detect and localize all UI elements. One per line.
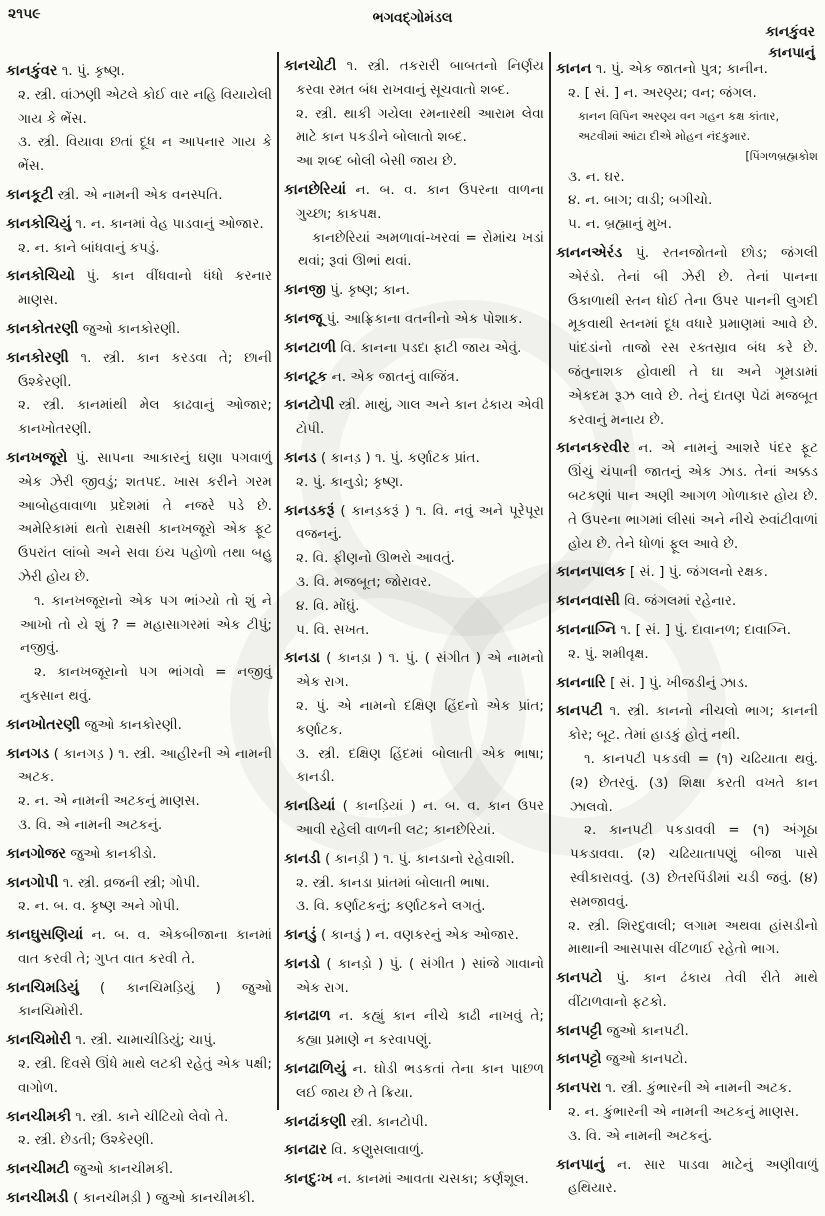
entry-first-line	[556, 561, 818, 585]
dictionary-entry	[6, 714, 272, 738]
entry-first-line	[284, 795, 544, 843]
entry-idiom: ૧. કાનપટી પકડવી = (૧) ચઢિયાતા થવું. (૨) છેતરવું. (૩) શિક્ષા કરતી વખતે કાન ઝાલવો.	[570, 750, 818, 815]
entry-headword: કાનડકરૂં	[284, 502, 335, 519]
entry-definition: વિ. કાનના પડદા ફાટી જાય એવું.	[340, 339, 522, 356]
entry-first-line	[284, 924, 544, 948]
entry-definition: ( કાનડ઼ા ) ૧. પું. ( સંગીત ) એ નામનો એક રાગ.	[296, 650, 544, 691]
entry-definition: ૧. સ્ત્રી. તકરારી બાબતનો નિર્ણય કરવા રમત બંધ રાખવાનું સૂચવાતો શબ્દ.	[296, 58, 544, 98]
entry-sense: ૨. પું. એ નામનો દક્ષિણ હિંદનો એક પ્રાંત; કર્ણાટક.	[296, 697, 544, 738]
entry-sense: ૨. પું. કાનુડો; કૃષ્ણ.	[296, 473, 404, 490]
entry-headword: કાનજી	[284, 282, 326, 299]
dictionary-entry	[6, 60, 272, 179]
entry-headword: કાનપટો	[556, 970, 603, 987]
entry-sense: ૪. ન. બાગ; વાડી; બગીચો.	[568, 192, 713, 209]
entry-definition: ૧. સ્ત્રી. કાન કરડવા તે; છાની ઉશ્કેરણી.	[18, 349, 272, 390]
entry-headword: કાનકુંવર	[6, 63, 58, 79]
entry-headword: કાનખજૂરો	[6, 449, 68, 466]
entry-first-line	[556, 967, 818, 1015]
entry-definition: ન. કાનમાં આવતા ચસકા; કર્ણશૂલ.	[337, 1171, 529, 1188]
entry-headword: કાનકોતરણી	[6, 320, 79, 337]
entry-headword: કાનન	[556, 61, 592, 77]
entry-definition: જુઓ કાનચીમકી.	[73, 1161, 174, 1178]
entry-headword: કાનડ	[284, 449, 317, 466]
entry-sense: ૫. વિ. સખત.	[296, 621, 370, 638]
dictionary-entry	[284, 1139, 544, 1163]
entry-definition: ( કાનગડ઼ ) ૧. સ્ત્રી. આહીરની એ નામની અટક.	[18, 745, 272, 786]
entry-definition: ૧. સ્ત્રી. વ્રજની સ્ત્રી; ગોપી.	[62, 874, 201, 891]
entry-sense: ૩. સ્ત્રી. વિયાવા છતાં દૂધ ન આપનાર ગાય કે ભેંસ.	[18, 134, 272, 175]
entry-sense: ૩. સ્ત્રી. દક્ષિણ હિંદમાં બોલાતી એક ભાષા; કાનડી.	[296, 745, 544, 786]
entry-definition: જુઓ કાનકીડો.	[70, 845, 157, 862]
entry-definition: જુઓ કાનપટી.	[606, 1022, 689, 1039]
entry-sense: ૩. વિ. એ નામની અટકનું.	[18, 816, 163, 833]
entry-definition: ૧. પું. કૃષ્ણ.	[61, 63, 125, 79]
entry-first-line	[6, 213, 272, 237]
entry-definition: ન. ઘોડી ભડકતાં તેના કાન પાછળ લઈ જાય છે તે ક્રિયા.	[296, 1061, 544, 1101]
entry-sense: ૩. વિ. એ નામની અટકનું.	[568, 1127, 713, 1144]
entry-first-line	[284, 500, 544, 548]
entry-headword: કાનગોપી	[6, 874, 59, 891]
entry-first-line	[284, 647, 544, 695]
dictionary-entry	[556, 1048, 818, 1072]
entry-headword: કાનનકરવીર	[556, 440, 630, 457]
entry-definition: ( કાનડ઼ું ) ન. વણકરનું એક ઓજાર.	[320, 927, 519, 944]
dictionary-entry	[556, 1154, 818, 1202]
entry-definition: જુઓ કાનપટો.	[605, 1051, 688, 1068]
entry-headword: કાનદુઃખ	[284, 1171, 333, 1188]
entry-definition: સ્ત્રી. માથું, ગાલ અને કાન ઢંકાય એવી ટોપી.	[296, 397, 544, 438]
dictionary-entry	[6, 447, 272, 709]
entry-sense: ૩. વિ. મજબૂત; જોરાવર.	[296, 573, 432, 590]
entry-first-line	[6, 743, 272, 791]
page-number: ૨૧૫૯	[8, 6, 41, 22]
entry-definition: સ્ત્રી. કાનટોપી.	[350, 1113, 429, 1130]
entry-sense: ૨. વિ. ફીણનો ઊભરો આવતું.	[296, 550, 455, 567]
entry-headword: કાનઢાંકણી	[284, 1113, 347, 1130]
dictionary-entry	[556, 58, 818, 237]
dictionary-entry	[284, 500, 544, 643]
entry-first-line	[6, 447, 272, 590]
entry-headword: કાનકોચિયો	[6, 268, 75, 285]
entry-definition: ન. કહ્યું કાન નીચે કાઢી નાખવું તે; કહ્યા પ્રમાણે ન કરવાપણું.	[296, 1008, 544, 1049]
dictionary-entry	[6, 872, 272, 920]
entry-definition: પું. કૃષ્ણ; કાન.	[330, 282, 410, 299]
dictionary-entry	[556, 700, 818, 962]
entry-headword: કાનડિયાં	[284, 798, 336, 815]
entry-first-line	[6, 184, 272, 208]
entry-definition: ( કાનડ઼ ) ૧. પું. કર્ણાટક પ્રાંત.	[320, 449, 480, 466]
dictionary-entry	[556, 1020, 818, 1044]
entry-first-line	[556, 590, 818, 614]
entry-headword: કાનનાગ્નિ	[556, 621, 616, 638]
dictionary-entry	[6, 184, 272, 208]
entry-first-line	[6, 924, 272, 972]
entry-definition: જુઓ કાનકોરણી.	[82, 320, 181, 337]
entry-first-line	[284, 1058, 544, 1106]
entry-definition: ન. સાર પાડવા માટેનું અણીવાળું હથિયાર.	[568, 1156, 818, 1197]
entry-first-line	[6, 843, 272, 867]
entry-headword: કાનપટ્ટી	[556, 1022, 603, 1039]
dictionary-entry	[284, 848, 544, 919]
entry-headword: કાનપટ્ટો	[556, 1051, 602, 1068]
dictionary-entry	[556, 437, 818, 556]
entry-definition: ૧. સ્ત્રી. કાનનો નીચલો ભાગ; કાનની કોર; બૂટ. તેમાં હાડકું હોતું નથી.	[568, 703, 818, 744]
entry-headword: કાનગોજર	[6, 845, 67, 862]
entry-sense: ૨. સ્ત્રી. કાનડા પ્રાંતમાં બોલાતી ભાષા.	[296, 874, 490, 891]
dictionary-entry	[284, 1058, 544, 1106]
entry-sense: ૪. વિ. મોંઘું.	[296, 597, 360, 614]
entry-definition: પું. સાપના આકારનું ઘણા પગવાળું એક ઝેરી જીવડું; શતપદ. ખાસ કરીને ગરમ આબોહવાવાળા પ્રદેશમાં તે નજરે પડે છે. અમેરિકામાં થતો રાક્ષસી કાનખજૂરો એક ફૂટ ઉપરાંત લાંબો અને સવા ઇંચ પહોળો તથા બહુ ઝેરી હોય છે.	[18, 449, 272, 585]
dictionary-entry	[6, 347, 272, 442]
dictionary-entry	[6, 213, 272, 261]
entry-definition: ( કાનડ઼ી ) ૧. પું. કાનડાનો રહેવાશી.	[325, 850, 515, 867]
entry-definition: વિ. જંગલમાં રહેનાર.	[624, 593, 737, 610]
dictionary-entry	[284, 647, 544, 790]
entry-headword: કાનછેરિયાં	[284, 181, 347, 198]
entry-definition: ( કાનડ઼ો ) પું. ( સંગીત ) સાંજે ગાવાનો એક રાગ.	[296, 955, 544, 996]
entry-definition: ન. બ. વ. કાન ઉપરના વાળના ગુચ્છા; કાકપક્ષ.	[296, 181, 544, 222]
column-2	[284, 55, 544, 1197]
entry-first-line	[284, 1005, 544, 1053]
dictionary-entry	[6, 1029, 272, 1100]
entry-first-line	[284, 447, 544, 471]
dictionary-entry	[284, 953, 544, 1001]
entry-first-line	[284, 394, 544, 442]
entry-sense: ૨. સ્ત્રી. છેડતી; ઉશ્કેરણી.	[18, 1132, 154, 1149]
dictionary-entry	[284, 337, 544, 361]
entry-headword: કાનપટી	[556, 703, 603, 720]
entry-first-line	[556, 1048, 818, 1072]
entry-headword: કાનડી	[284, 850, 321, 867]
entry-first-line	[284, 179, 544, 227]
entry-first-line	[284, 1168, 544, 1192]
entry-definition: ( કાનચીમડ઼ી ) જુઓ કાનચીમકી.	[73, 1190, 256, 1207]
dictionary-entry	[6, 924, 272, 972]
entry-first-line	[556, 700, 818, 748]
entry-first-line	[284, 1111, 544, 1135]
entry-headword: કાનડું	[284, 927, 317, 944]
entry-cite: [પિંગળબ્રહ્મકોશ	[745, 148, 818, 163]
entry-definition: [ સં. ] પું. ખીજડીનું ઝાડ.	[610, 674, 749, 691]
dictionary-entry	[284, 279, 544, 303]
entry-definition: ન. એક જાતનું વાજિંત્ર.	[331, 368, 460, 385]
entry-definition: પું. કાન વીંધવાનો ધંધો કરનાર માણસ.	[18, 268, 272, 309]
entry-first-line	[6, 318, 272, 342]
entry-headword: કાનટૂક	[284, 368, 328, 385]
entry-first-line	[6, 1187, 272, 1211]
entry-sense: ૨. ન. બ. વ. કૃષ્ણ અને ગોપી.	[18, 898, 180, 915]
entry-first-line	[6, 1106, 272, 1130]
column-1	[6, 60, 272, 1216]
dictionary-entry	[6, 743, 272, 838]
entry-quote: અટવીમાં આંટા દીએ મોહન નંદકુમાર.	[578, 128, 751, 143]
entry-headword: કાનગડ	[6, 745, 50, 762]
entry-headword: કાનટોપી	[284, 397, 335, 414]
entry-idiom: ૧. કાનખજૂરાનો એક પગ ભાંગ્યો તો શું ને આખો તો યે શું ? = મહાસાગરમાં એક ટીપું; નજીવું.	[20, 592, 272, 657]
entry-headword: કાનનપાલક	[556, 564, 626, 581]
entry-headword: કાનકોરણી	[6, 349, 69, 366]
entry-definition: ૧. [ સં. ] પું. દાવાનળ; દાવાગ્નિ.	[620, 621, 792, 638]
entry-definition: ૧. સ્ત્રી. ચામાચીડિયું; ચાપું.	[75, 1032, 217, 1049]
dictionary-entry	[6, 1158, 272, 1182]
entry-headword: કાનડો	[284, 955, 321, 972]
dictionary-entry	[556, 1077, 818, 1148]
entry-headword: કાનખોતરણી	[6, 716, 81, 733]
entry-sense: ૨. સ્ત્રી. શિરદુવાલી; લગામ અથવા હાંસડીનો માથાની આસપાસ વીંટળાઈ રહેતો ભાગ.	[568, 917, 818, 958]
entry-sense: ૨. ન. એ નામની અટકનું માણસ.	[18, 793, 200, 810]
dictionary-entry	[6, 977, 272, 1025]
entry-definition: સ્ત્રી. એ નામની એક વનસ્પતિ.	[57, 186, 223, 203]
entry-quote: કાનન વિપિન અરણ્ય વન ગહન કક્ષ કાંતાર,	[578, 108, 780, 123]
dictionary-entry	[284, 308, 544, 332]
dictionary-entry	[284, 1005, 544, 1053]
entry-first-line	[284, 308, 544, 332]
dictionary-entry	[556, 561, 818, 585]
entry-headword: કાનકોચિયું	[6, 215, 72, 232]
entry-headword: કાનચીમકી	[6, 1108, 71, 1125]
entry-headword: કાનનવાસી	[556, 593, 620, 610]
dictionary-entry	[284, 924, 544, 948]
column-divider	[549, 52, 551, 1110]
entry-definition: ૧. સ્ત્રી. કુંભારની એ નામની અટક.	[605, 1080, 793, 1097]
dictionary-entry	[6, 843, 272, 867]
entry-sense: આ શબ્દ બોલી બેસી જાય છે.	[296, 153, 458, 170]
entry-definition: ન. એ નામનું આશરે પંદર ફૂટ ઊંચું ચંપાની જાતનું એક ઝાડ. તેનાં અક્કડ બટકણાં પાન અણી આગળ ગોળાકાર હોય છે. તે ઉપરના ભાગમાં લીસાં અને નીચે રુવાંટીવાળાં હોય છે. તેને ધોળાં ફૂલ આવે છે.	[568, 440, 818, 552]
entry-headword: કાનજૂ	[284, 310, 323, 327]
entry-definition: ૧. સ્ત્રી. કાને ચીટિયો લેવો તે.	[75, 1108, 229, 1125]
entry-first-line	[284, 366, 544, 390]
entry-headword: કાનચિમડિયું	[6, 979, 79, 996]
dictionary-entry	[284, 366, 544, 390]
entry-first-line	[284, 953, 544, 1001]
entry-first-line	[556, 1077, 818, 1101]
entry-first-line	[556, 58, 818, 82]
dictionary-entry	[284, 1111, 544, 1135]
entry-definition: જુઓ કાનકોરણી.	[84, 716, 182, 733]
entry-first-line	[556, 1154, 818, 1202]
entry-definition: [ સં. ] પું. જંગલનો રક્ષક.	[629, 564, 768, 581]
dictionary-entry	[284, 795, 544, 843]
entry-first-line	[284, 55, 544, 103]
entry-definition: ( કાનડ઼કરૂં ) ૧. વિ. નવું અને પૂરેપૂરા વજનનું.	[296, 502, 544, 543]
guide-word-last: કાનપાનું	[768, 45, 815, 61]
entry-definition: ( કાનડ઼િયાં ) ન. બ. વ. કાન ઉપર આવી રહેલી વાળની લટ; કાનછેરિયાં.	[296, 798, 544, 838]
entry-sense: ૩. ન. ઘર.	[568, 168, 625, 185]
dictionary-entry	[284, 1168, 544, 1192]
dictionary-entry	[284, 179, 544, 274]
column-divider	[277, 52, 279, 1110]
entry-sense: ૫. ન. બ્રહ્માનું મુખ.	[568, 216, 672, 233]
entry-first-line	[556, 437, 818, 556]
entry-first-line	[284, 848, 544, 872]
dictionary-entry	[556, 590, 818, 614]
guide-word-first: કાનકુંવર	[765, 24, 815, 40]
entry-headword: કાનપાનું	[556, 1156, 605, 1173]
entry-sense: ૨. ન. કુંભારની એ નામની અટકનું માણસ.	[568, 1104, 800, 1121]
dictionary-entry	[556, 619, 818, 667]
entry-definition: ( કાનચિમડ઼િયું ) જુઓ કાનચિમોરી.	[18, 979, 272, 1020]
entry-idiom: કાનછેરિયાં અમળાવાં-ખરવાં = રોમાંચ ખડાં થવાં; રૂવાં ઊભાં થવાં.	[298, 229, 544, 270]
entry-first-line	[6, 347, 272, 395]
entry-definition: ૧. ન. કાનમાં વેહ પાડવાનું ઓજાર.	[75, 215, 264, 232]
entry-idiom: ૨. કાનખજૂરાનો પગ ભાંગવો = નજીવું નુકસાન થવું.	[20, 664, 272, 704]
dictionary-entry	[284, 55, 544, 174]
dictionary-entry	[556, 967, 818, 1015]
entry-first-line	[6, 714, 272, 738]
entry-sense: ૨. સ્ત્રી. કાનમાંથી મેલ કાઢવાનું ઓજાર; કાનખોતરણી.	[18, 397, 272, 438]
entry-definition: પું. આફ્રિકાના વતનીનો એક પોશાક.	[326, 310, 523, 327]
entry-headword: કાનનએરંડ	[556, 244, 623, 261]
dictionary-entry	[6, 1187, 272, 1211]
dictionary-entry	[284, 447, 544, 495]
entry-headword: કાનચોટી	[284, 58, 337, 74]
dictionary-entry	[6, 1106, 272, 1154]
entry-first-line	[556, 619, 818, 643]
entry-definition: પું. કાન ઢંકાય તેવી રીતે માથે વીંટાળવાનો ફટકો.	[568, 970, 818, 1010]
dictionary-entry	[6, 265, 272, 313]
entry-headword: કાનઢાર	[284, 1142, 327, 1159]
dictionary-entry	[556, 242, 818, 432]
entry-headword: કાનકૂટી	[6, 186, 54, 203]
entry-first-line	[6, 1029, 272, 1053]
entry-idiom: ૨. કાનપટી પકડાવવી = (૧) અંગૂઠા પકડાવવા. (૨) ચઢિયાતાપણું બીજા પાસે સ્વીકારાવવું. (૩) છેતરપિંડીમાં ચડી જવું. (૪) સમજાવવું.	[570, 822, 818, 910]
entry-first-line	[6, 977, 272, 1025]
entry-first-line	[6, 60, 272, 84]
entry-headword: કાનડા	[284, 650, 321, 667]
entry-headword: કાનચિમોરી	[6, 1032, 71, 1049]
entry-first-line	[284, 279, 544, 303]
entry-first-line	[6, 265, 272, 313]
entry-first-line	[556, 242, 818, 432]
entry-sense: ૨. ન. કાને બાંધવાનું કપડું.	[18, 239, 160, 256]
entry-first-line	[6, 1158, 272, 1182]
entry-headword: કાનનારિ	[556, 674, 606, 691]
entry-definition: ૧. પું. એક જાતનો પુત્ર; કાનીન.	[595, 61, 768, 77]
entry-sense: ૨. સ્ત્રી. થાકી ગયેલા રમનારથી આરામ લેવા માટે કાન પકડીને બોલાતો શબ્દ.	[296, 105, 544, 146]
entry-sense: ૩. વિ. કર્ણાટકનું; કર્ણાટકને લગતું.	[296, 898, 486, 915]
entry-first-line	[6, 872, 272, 896]
entry-first-line	[556, 672, 818, 696]
entry-definition: ન. બ. વ. એકબીજાના કાનમાં વાત કરવી તે; ગુપ્ત વાત કરવી તે.	[18, 927, 272, 967]
entry-headword: કાનઢાળ	[284, 1008, 331, 1025]
entry-headword: કાનટાળી	[284, 339, 337, 356]
dictionary-entry	[6, 318, 272, 342]
entry-headword: કાનપરા	[556, 1080, 602, 1097]
entry-sense: ૨. સ્ત્રી. દિવસે ઊંધે માથે લટકી રહેતું એક પક્ષી; વાગોળ.	[18, 1056, 272, 1096]
entry-headword: કાનઢાળિયું	[284, 1061, 346, 1078]
entry-headword: કાનઘુસણિયાં	[6, 927, 84, 944]
entry-first-line	[284, 337, 544, 361]
entry-first-line	[284, 1139, 544, 1163]
entry-sense: ૨. સ્ત્રી. વાંઝણી એટલે કોઈ વાર નહિ વિયાયેલી ગાય કે ભેંસ.	[18, 86, 272, 127]
entry-definition: પું. રતનજોતનો છોડ; જંગલી એરંડો. તેનાં બી ઝેરી છે. તેનાં પાનના ઉકાળાથી સ્તન ધોઈ તેના ઉપર પાનની લુગદી મૂકવાથી સ્તનમાં દૂધ વધારે પ્રમાણમાં આવે છે. પાંદડાંનો તાજો રસ રક્તસ્રાવ બંધ કરે છે. જંતુનાશક હોવાથી તે ઘા અને ગૂમડામાં એકદમ રૂઝ લાવે છે. તેનું દાતણ પેઢાં મજબૂત કરવાનું મનાય છે.	[568, 244, 819, 428]
column-3	[556, 58, 818, 1206]
entry-definition: વિ. કણુસલાવાળું.	[331, 1142, 425, 1159]
dictionary-entry	[284, 394, 544, 442]
entry-first-line	[556, 1020, 818, 1044]
entry-sense: ૨. પું. શમીવૃક્ષ.	[568, 645, 649, 662]
entry-sense: ૨. [ સં. ] ન. અરણ્ય; વન; જંગલ.	[568, 84, 757, 101]
page-title: ભગવદ્ગોમંડલ	[372, 10, 453, 26]
dictionary-entry	[556, 672, 818, 696]
entry-headword: કાનચીમટી	[6, 1161, 70, 1178]
entry-headword: કાનચીમડી	[6, 1190, 69, 1207]
